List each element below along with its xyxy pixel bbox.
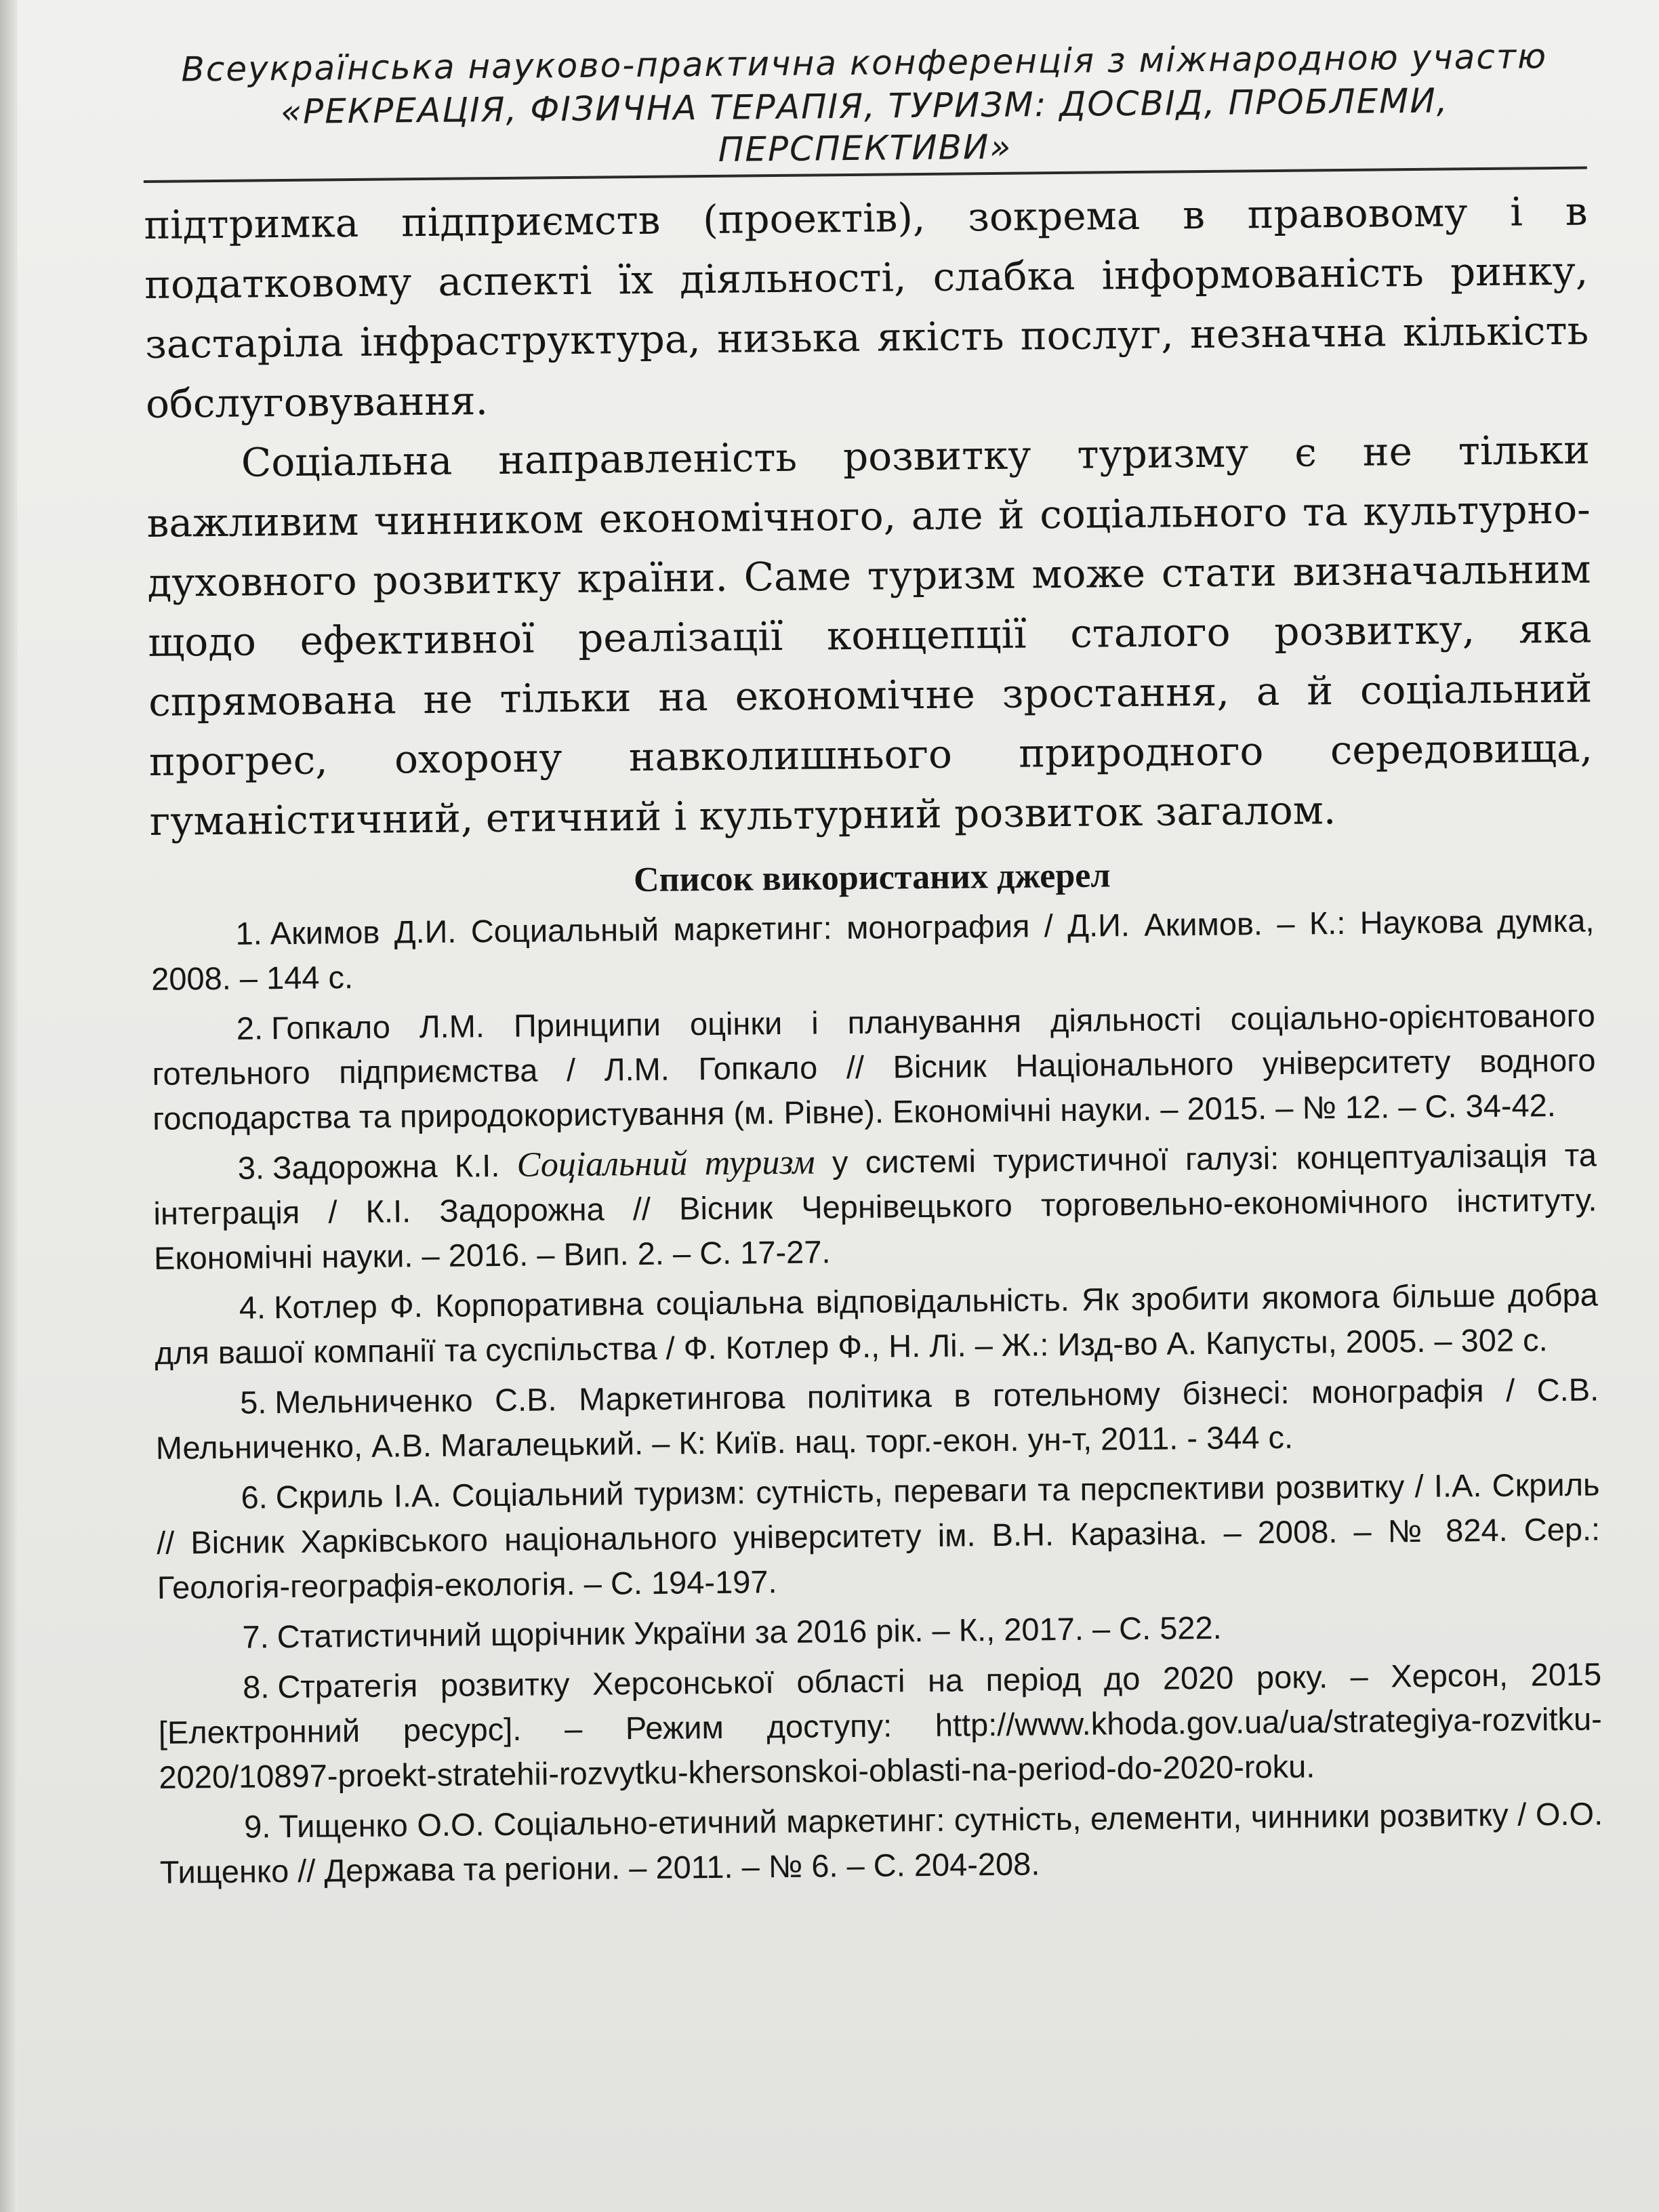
- reference-item-2: 2. Гопкало Л.М. Принципи оцінки і планування діяльності соціально-орієнтованого готельного підприємства / Л.М. Гопкало // Вісник Національного університету водного господарства та природокористування (м. Рівне). Економічні науки. – 2015. – № 12. – С. 34-42.: [152, 997, 1596, 1136]
- header-conference-theme: «РЕКРЕАЦІЯ, ФІЗИЧНА ТЕРАПІЯ, ТУРИЗМ: ДОСВІД, ПРОБЛЕМИ, ПЕРСПЕКТИВИ»: [280, 81, 1449, 169]
- header-conference-title: Всеукраїнська науково-практична конференція з міжнародною участю: [181, 37, 1548, 89]
- reference-list: [150, 898, 1603, 1894]
- page-content: [142, 34, 1603, 1900]
- reference-item-8: 8. Стратегія розвитку Херсонської області на період до 2020 року. – Херсон, 2015 [Електронний ресурс]. – Режим доступу: http://www.khoda.gov.ua/ua/strategiya-rozvitku-2020/10897-proekt-stratehii-rozvytku-khersonskoi-oblasti-na-period-do-2020-roku.: [158, 1656, 1603, 1795]
- running-header: [142, 34, 1587, 176]
- body-paragraph-2: Соціальна направленість розвитку туризму є не тільки важливим чинником економічного, але й соціального та культурно-духовного розвитку країни. Саме туризм може стати визначальним щодо ефективної реалізації концепції сталого розвитку, яка спрямована не тільки на економічне зростання, а й соціальний прогрес, охорону навколишнього природного середовища, гуманістичний, етичний і культурний розвиток загалом.: [146, 426, 1593, 844]
- reference-item-9: 9. Тищенко О.О. Соціально-етичний маркетинг: сутність, елементи, чинники розвитку / О.О. Тищенко // Держава та регіони. – 2011. – № 6. – С. 204-208.: [159, 1795, 1603, 1890]
- reference-item-6: 6. Скриль І.А. Соціальний туризм: сутність, переваги та перспективи розвитку / І.А. Скриль // Вісник Харківського національного університету ім. В.Н. Каразіна. – 2008. – № 824. Сер.: Геологія-географія-екологія. – С. 194-197.: [156, 1466, 1601, 1605]
- reference-item-7: 7. Статистичний щорічник України за 2016 рік. – К., 2017. – С. 522.: [242, 1609, 1222, 1655]
- reference-item-4: 4. Котлер Ф. Корпоративна соціальна відповідальність. Як зробити якомога більше добра для вашої компанії та суспільства / Ф. Котлер Ф., Н. Лі. – Ж.: Изд-во А. Капусты, 2005. – 302 с.: [155, 1276, 1599, 1371]
- reference-item-5: 5. Мельниченко С.В. Маркетингова політика в готельному бізнесі: монографія / С.В. Мельниченко, А.В. Магалецький. – К: Київ. нац. торг.-екон. ун-т, 2011. - 344 с.: [155, 1371, 1599, 1466]
- page-binding-edge: [0, 0, 18, 2212]
- reference-item-3: 3. Задорожна К.І. Соціальний туризм у системі туристичної галузі: концептуалізація та інтеграція / К.І. Задорожна // Вісник Чернівецького торговельно-економічного інституту. Економічні науки. – 2016. – Вип. 2. – С. 17-27.: [153, 1136, 1597, 1276]
- body-paragraph-1: підтримка підприємств (проектів), зокрема в правовому і в податковому аспекті їх діяльності, слабка інформованість ринку, застаріла інфраструктура, низька якість послуг, незначна кількість обслуговування.: [144, 188, 1589, 427]
- reference-item-1: 1. Акимов Д.И. Социальный маркетинг: монография / Д.И. Акимов. – К.: Наукова думка, 2008. – 144 с.: [150, 902, 1595, 997]
- reference-italic-title: Соціальний туризм: [516, 1143, 815, 1185]
- references-heading: Список використаних джерел: [633, 856, 1111, 900]
